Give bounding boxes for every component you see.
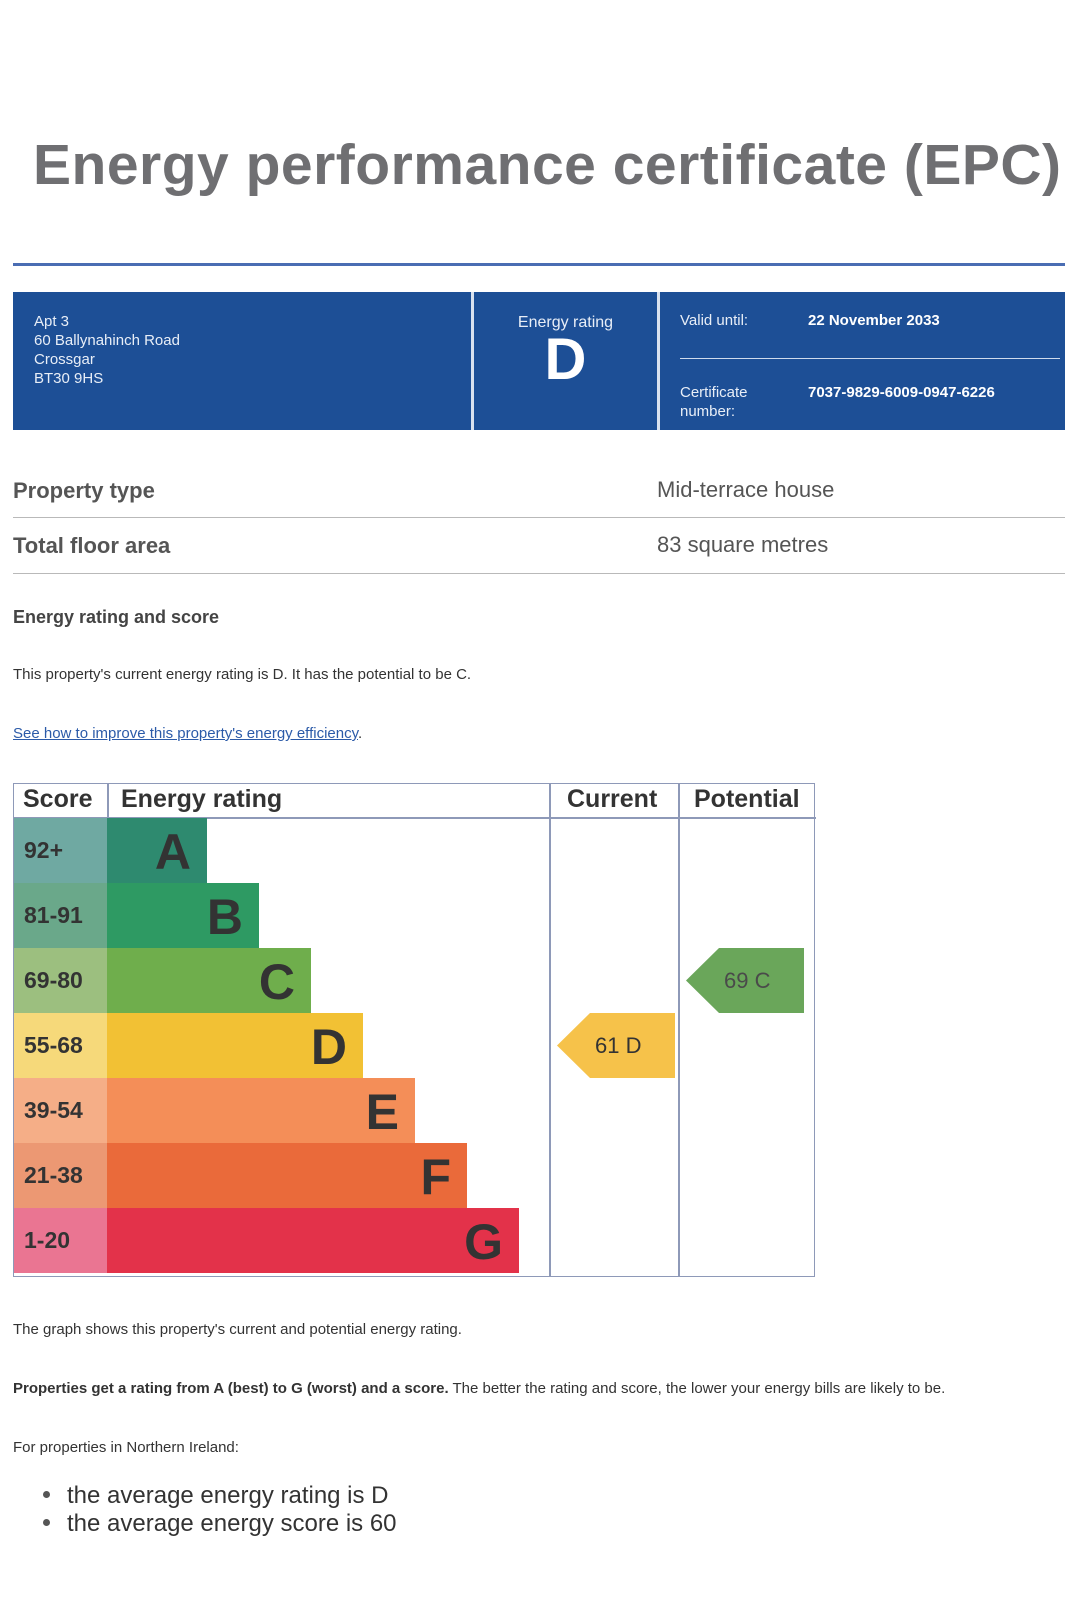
bullet-item <box>43 1482 389 1510</box>
section-heading: Energy rating and score <box>13 607 220 627</box>
property-divider <box>13 573 1065 574</box>
chart-column-divider <box>549 784 551 1276</box>
current-rating-text: This property's current energy rating is D. It has the potential to be C. <box>13 666 472 683</box>
score-range-e: 39-54 <box>14 1078 107 1143</box>
bullet-text: the average energy rating is D <box>67 1482 389 1509</box>
potential-header: Potential <box>694 785 800 813</box>
ni-intro: For properties in Northern Ireland: <box>13 1439 239 1456</box>
band-letter: G <box>464 1214 503 1270</box>
band-a <box>107 818 207 883</box>
address-line: Crossgar <box>34 351 95 368</box>
score-range-d: 55-68 <box>14 1013 107 1078</box>
address-cell <box>13 292 471 430</box>
band-letter: C <box>258 954 295 1010</box>
score-range-g: 1-20 <box>14 1208 107 1273</box>
bullet-text: the average energy score is 60 <box>67 1510 397 1537</box>
rating-explanation-bold: Properties get a rating from A (best) to G (worst) and a score. <box>13 1380 449 1397</box>
potential-rating-marker <box>686 948 804 1013</box>
band-d <box>107 1013 363 1078</box>
band-letter: F <box>420 1149 451 1205</box>
validity-cell <box>660 292 1065 430</box>
improve-efficiency-link[interactable]: See how to improve this property's energy efficiency <box>13 725 358 742</box>
address <box>34 312 180 388</box>
score-header: Score <box>23 785 93 813</box>
property-type-value: Mid-terrace house <box>657 477 835 502</box>
chart-header-divider <box>549 817 816 819</box>
band-letter: E <box>365 1084 399 1140</box>
validity-divider <box>680 358 1060 359</box>
score-range-a: 92+ <box>14 818 107 883</box>
certificate-label: Certificate number: <box>680 384 748 420</box>
bullet-dot <box>43 1519 50 1526</box>
rating-explanation-rest: The better the rating and score, the lower your energy bills are likely to be. <box>448 1380 946 1397</box>
band-f <box>107 1143 467 1208</box>
title-divider <box>13 263 1065 266</box>
floor-area-label: Total floor area <box>13 533 171 558</box>
current-rating-marker <box>557 1013 675 1078</box>
property-type-label: Property type <box>13 478 155 503</box>
page-title: Energy performance certificate (EPC) <box>33 133 1062 197</box>
link-period: . <box>357 725 363 742</box>
score-range-b: 81-91 <box>14 883 107 948</box>
energy-rating-chart <box>13 783 815 1277</box>
address-line: 60 Ballynahinch Road <box>34 332 180 349</box>
bullet-item <box>43 1510 397 1538</box>
band-letter: D <box>310 1019 347 1075</box>
band-letter: A <box>154 824 191 880</box>
property-divider <box>13 517 1065 518</box>
summary-banner <box>13 292 1065 430</box>
energy-rating-header: Energy rating <box>121 785 283 813</box>
address-line: BT30 9HS <box>34 370 104 387</box>
score-range-c: 69-80 <box>14 948 107 1013</box>
valid-until-value: 22 November 2033 <box>808 312 940 329</box>
score-range-f: 21-38 <box>14 1143 107 1208</box>
energy-rating-cell <box>474 292 657 430</box>
rating-explanation <box>13 1380 945 1397</box>
certificate-number: 7037-9829-6009-0947-6226 <box>808 384 995 401</box>
chart-column-divider <box>678 784 680 1276</box>
improve-link-line <box>13 725 362 743</box>
potential-rating-marker-label: 69 C <box>724 968 771 993</box>
graph-caption: The graph shows this property's current and potential energy rating. <box>13 1321 462 1338</box>
energy-rating-label: Energy rating <box>517 314 614 331</box>
valid-until-label: Valid until: <box>680 312 749 329</box>
floor-area-value: 83 square metres <box>657 532 829 557</box>
current-rating-marker-label: 61 D <box>595 1033 642 1058</box>
band-c <box>107 948 311 1013</box>
band-g <box>107 1208 519 1273</box>
current-header: Current <box>567 785 658 813</box>
energy-rating-letter: D <box>544 327 587 392</box>
bullet-dot <box>43 1491 50 1498</box>
band-e <box>107 1078 415 1143</box>
band-letter: B <box>206 889 243 945</box>
chart-column-divider <box>107 784 109 818</box>
band-b <box>107 883 259 948</box>
address-line: Apt 3 <box>34 313 70 330</box>
